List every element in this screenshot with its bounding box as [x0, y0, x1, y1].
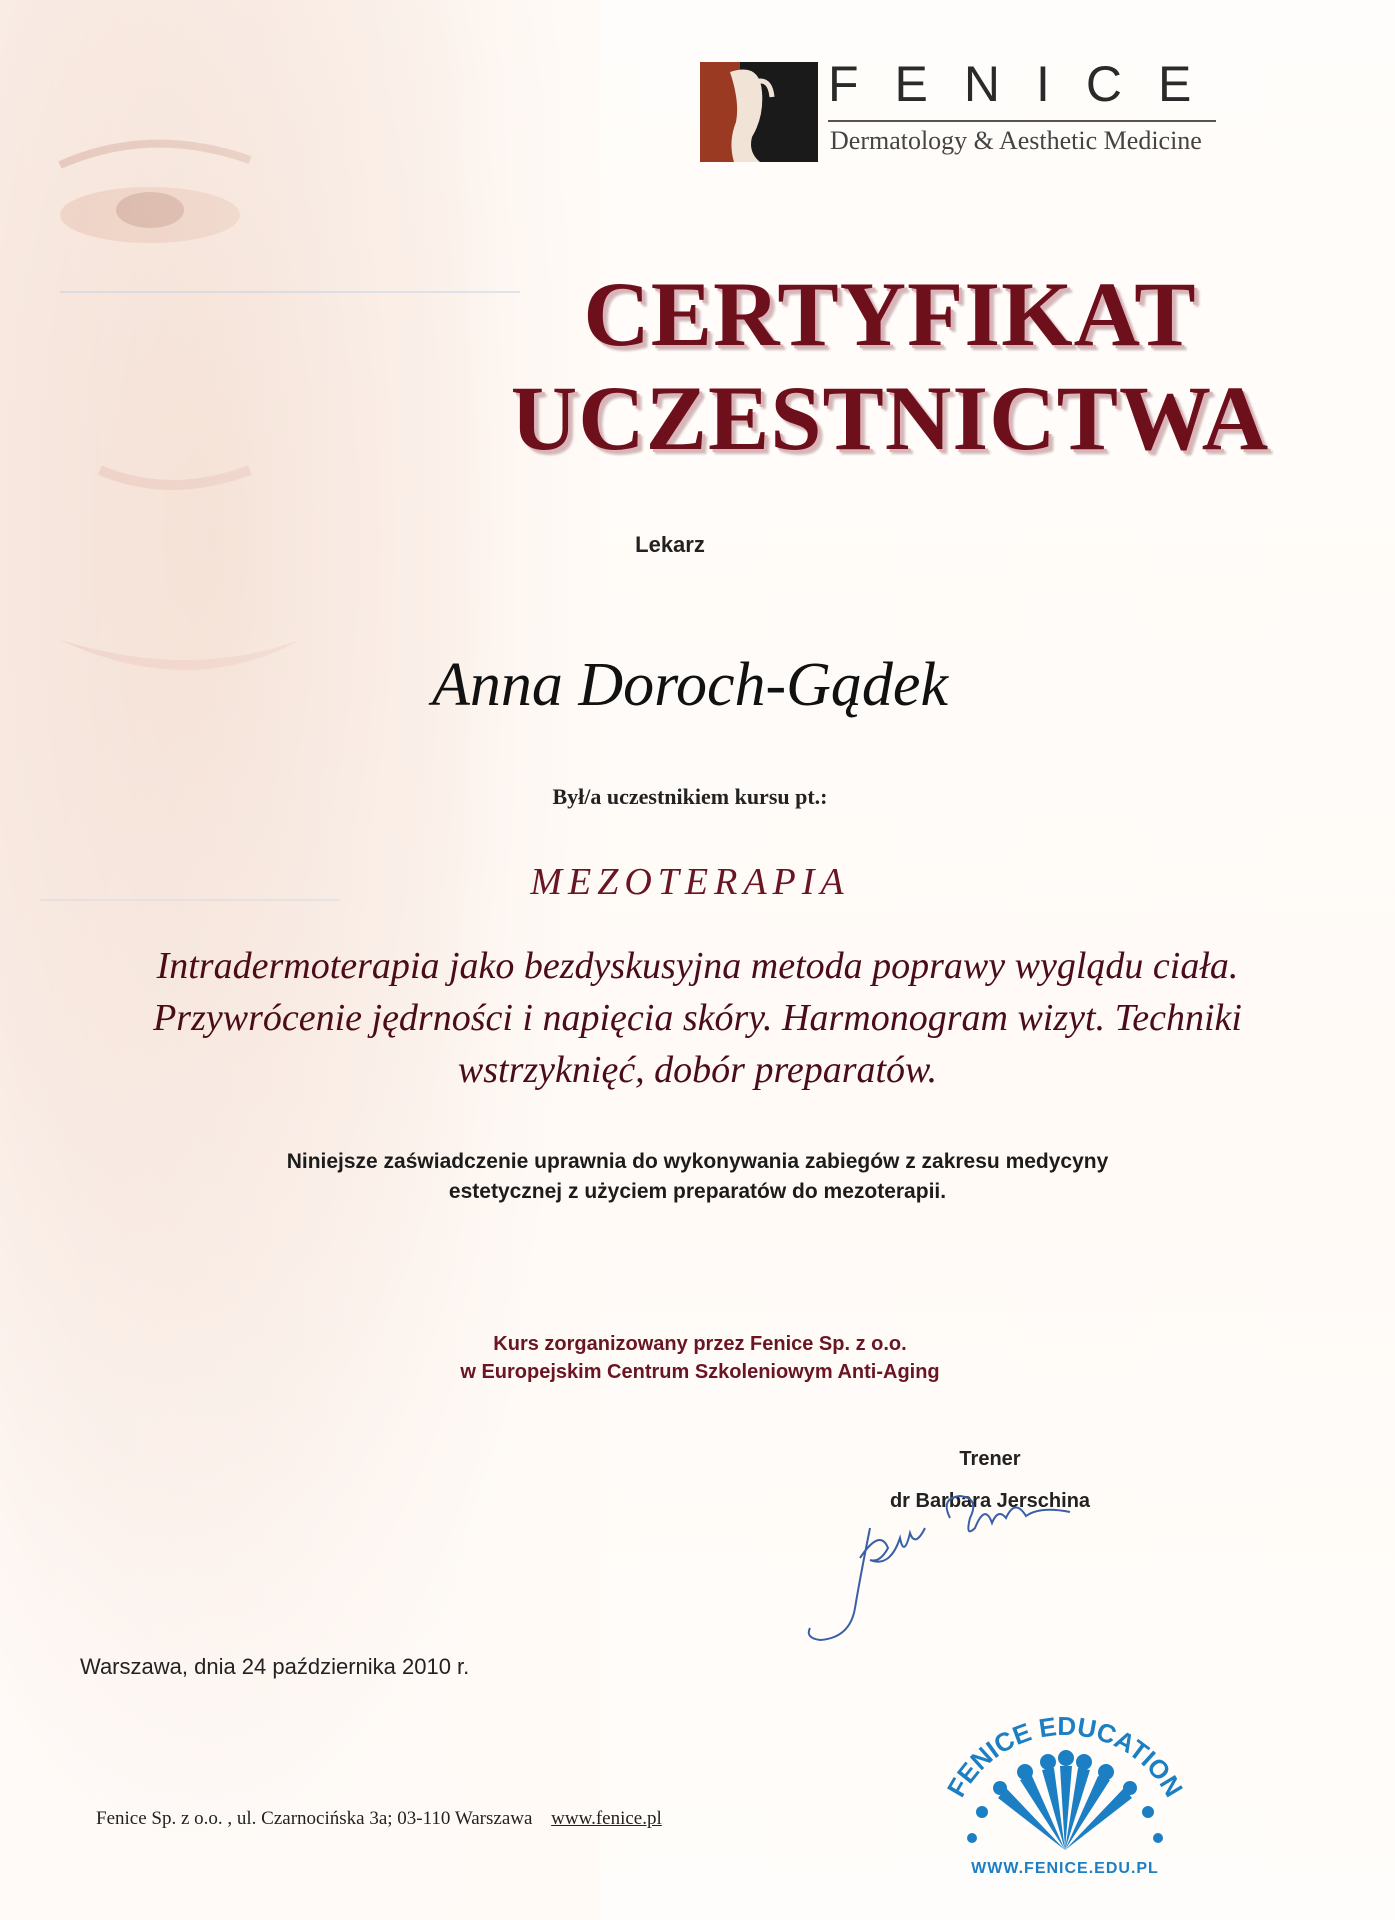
logo-divider — [828, 120, 1216, 122]
fenice-logo — [700, 56, 1228, 170]
description-line-2: Przywrócenie jędrności i napięcia skóry. Harmonogram wizyt. Techniki — [153, 997, 1242, 1039]
course-description — [0, 940, 1395, 1096]
entitlement-line-2: estetycznej z użyciem preparatów do mezoterapii. — [448, 1180, 947, 1203]
fenice-logo-mark-icon — [700, 62, 818, 162]
fenice-education-logo — [920, 1700, 1210, 1900]
footer-address-line — [96, 1808, 816, 1830]
organizer-statement — [240, 1330, 1160, 1386]
course-intro: Był/a uczestnikiem kursu pt.: — [552, 784, 828, 809]
description-line-3: wstrzyknięć, dobór preparatów. — [457, 1049, 938, 1091]
participant-role: Lekarz — [635, 532, 705, 557]
description-line-1: Intradermoterapia jako bezdyskusyjna metoda poprawy wyglądu ciała. — [156, 945, 1239, 987]
issue-date: Warszawa, dnia 24 października 2010 r. — [80, 1654, 470, 1679]
course-title: MEZOTERAPIA — [530, 861, 850, 903]
trainer-signature — [800, 1488, 1120, 1648]
entitlement-line-1: Niniejsze zaświadczenie uprawnia do wykonywania zabiegów z zakresu medycyny — [286, 1150, 1109, 1173]
title-line-1: CERTYFIKAT — [583, 263, 1197, 365]
edu-url[interactable]: WWW.FENICE.EDU.PL — [971, 1860, 1159, 1877]
footer-address: Fenice Sp. z o.o. , ul. Czarnocińska 3a; 03-110 Warszawa — [96, 1808, 533, 1829]
entitlement-statement — [40, 1147, 1355, 1207]
organizer-line-1: Kurs zorganizowany przez Fenice Sp. z o.o. — [493, 1333, 907, 1355]
organizer-line-2: w Europejskim Centrum Szkoleniowym Anti-Aging — [460, 1361, 940, 1383]
participant-name: Anna Doroch-Gądek — [432, 651, 948, 719]
logo-wordmark: FENICE — [828, 56, 1228, 112]
trainer-name: dr Barbara Jerschina — [889, 1490, 1091, 1512]
certificate-title — [440, 262, 1340, 470]
footer-website-link[interactable]: www.fenice.pl — [551, 1808, 662, 1829]
trainer-label: Trener — [959, 1448, 1021, 1470]
edu-arc-text: FENICE EDUCATION — [940, 1710, 1189, 1802]
logo-tagline: Dermatology & Aesthetic Medicine — [830, 126, 1202, 155]
title-line-2: UCZESTNICTWA — [510, 367, 1270, 469]
fenice-education-emblem-icon — [920, 1700, 1210, 1860]
